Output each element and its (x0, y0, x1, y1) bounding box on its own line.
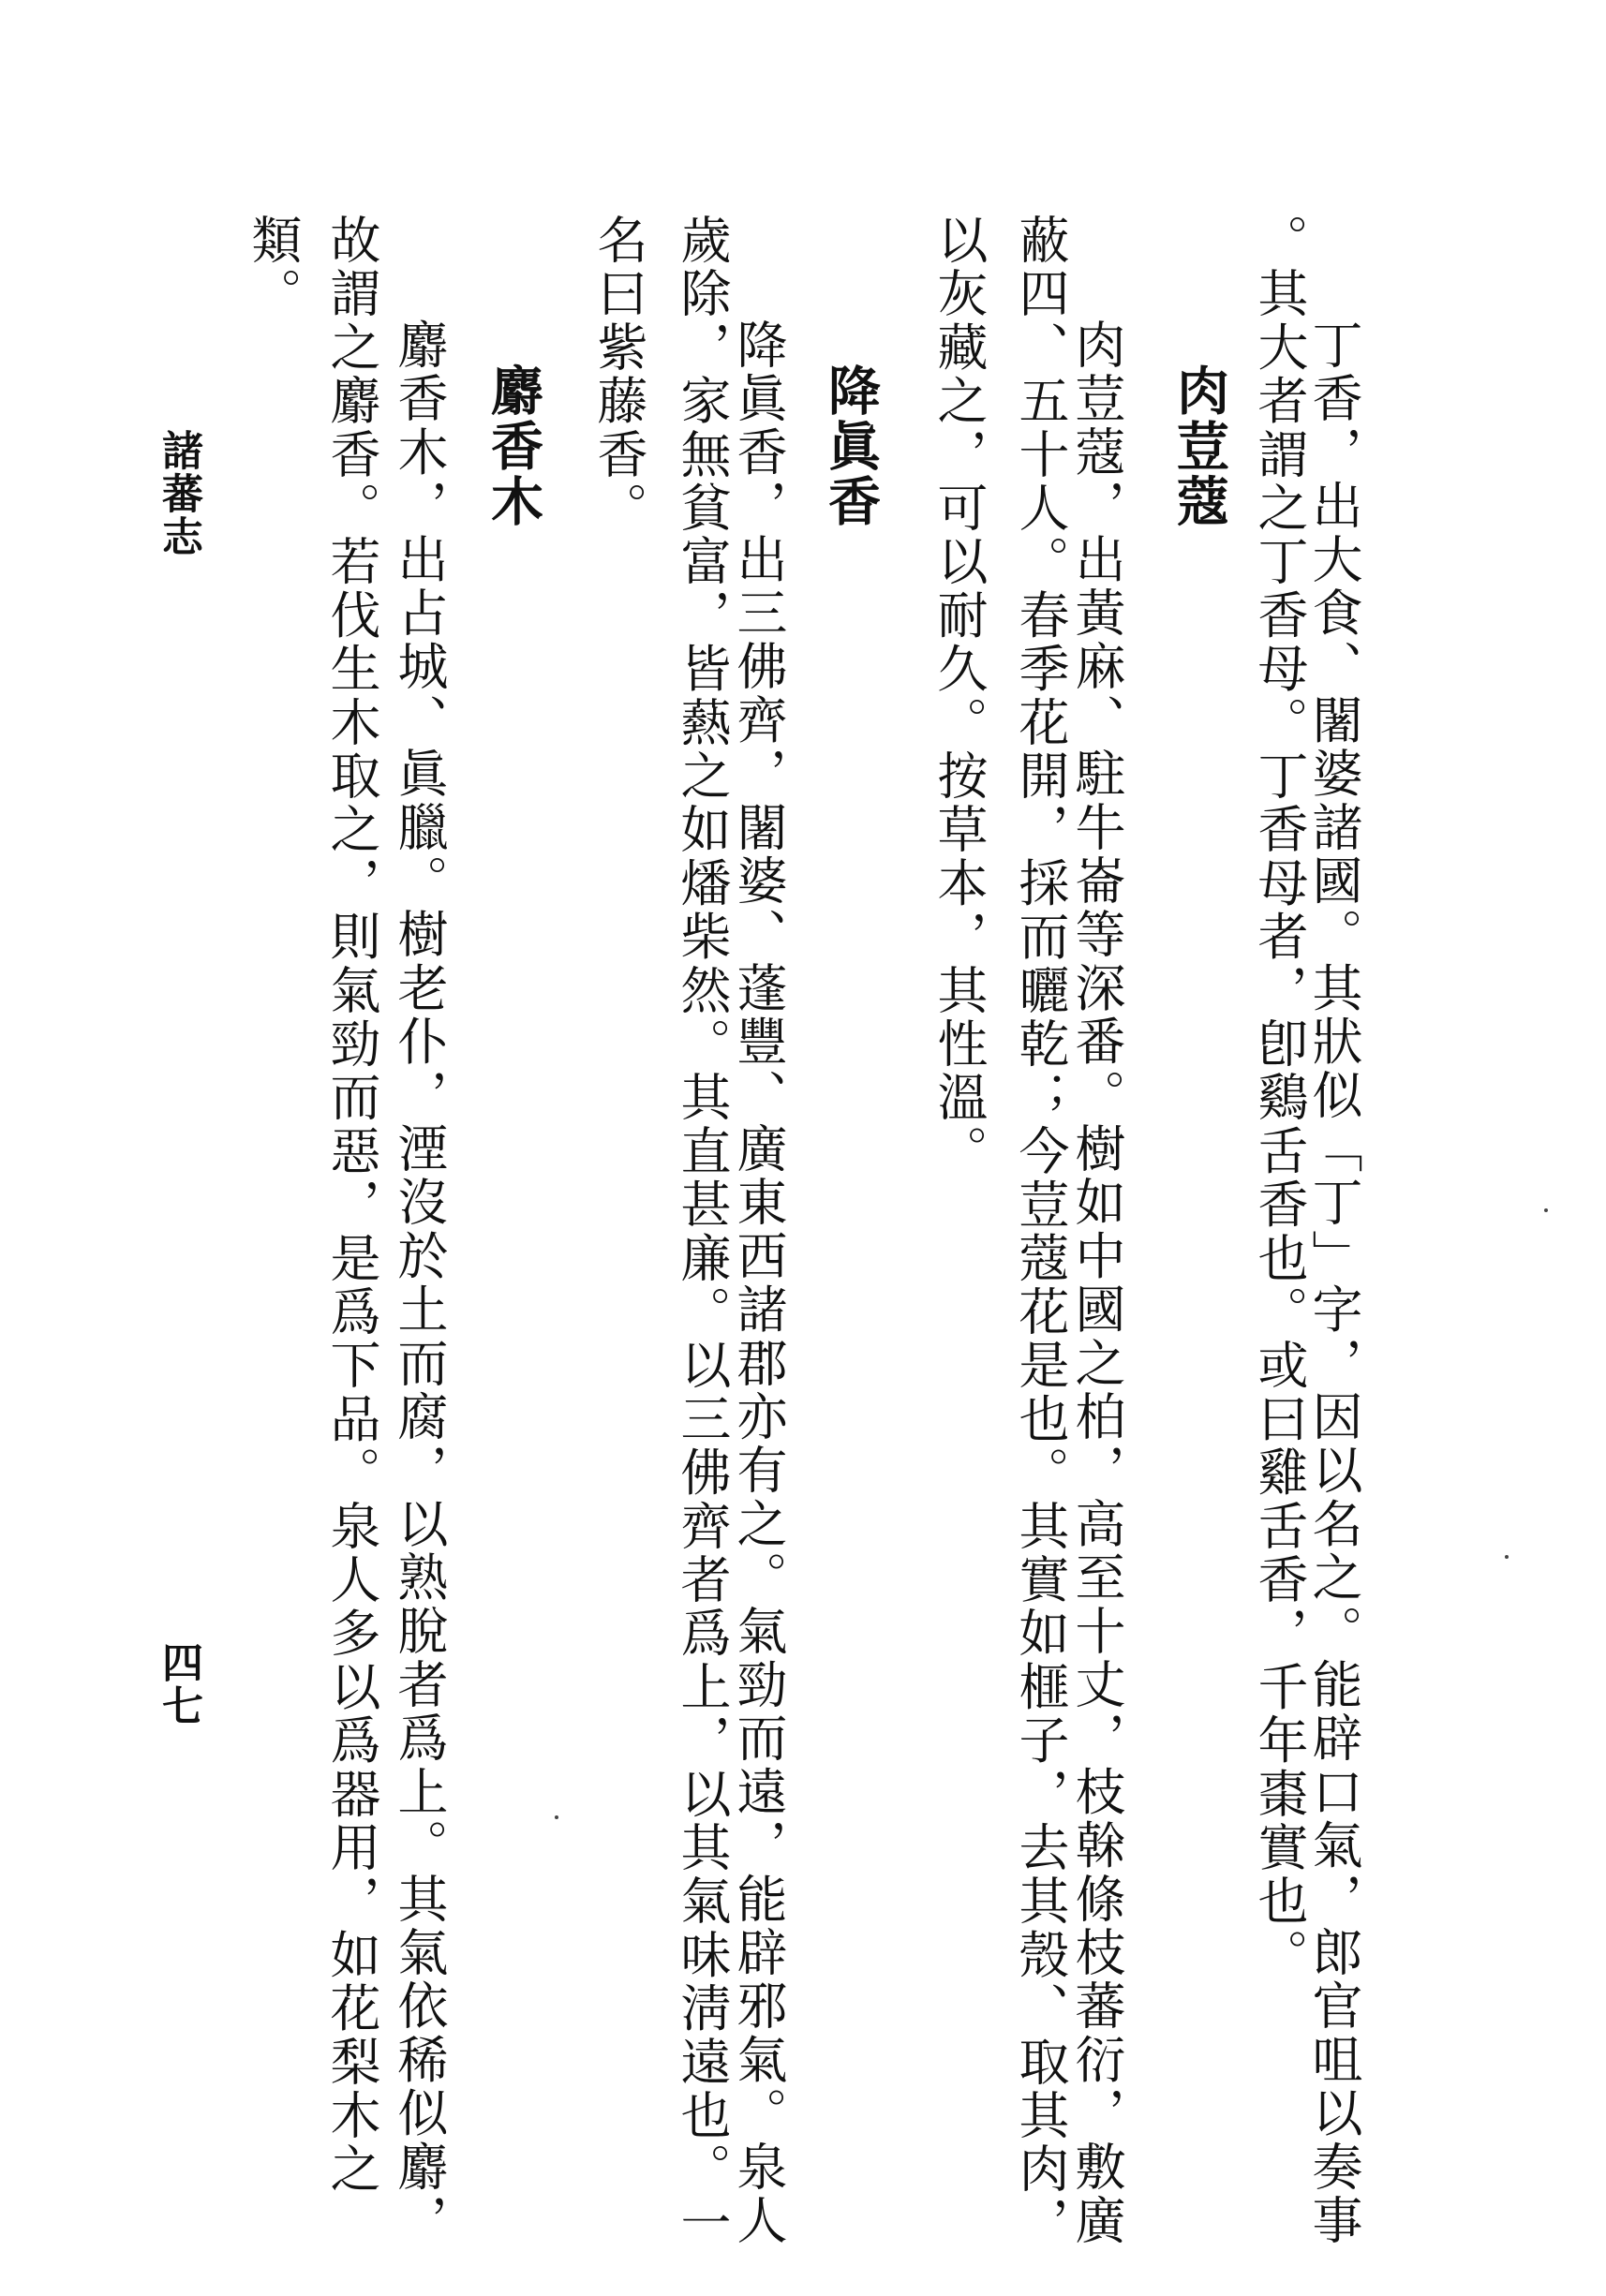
text-column-rosewood-3: 名曰紫藤香。 (589, 214, 648, 536)
text-column-clove-2: 。其大者謂之丁香母。丁香母者，卽鷄舌香也。或曰雞舌香，千年棗實也。 (1250, 214, 1309, 1982)
text-column-rosewood-1: 降眞香，出三佛齊，闍婆、蓬豐、廣東西諸郡亦有之。氣勁而遠，能辟邪氣。泉人 (729, 318, 788, 2248)
text-column-rosewood-2: 歲除，家無貧富，皆爇之如燔柴然。其直甚廉。以三佛齊者爲上，以其氣味淸遠也。一 (673, 214, 732, 2250)
section-heading-nutmeg: 肉荳蔻 (1168, 363, 1230, 530)
section-heading-rosewood: 降眞香 (820, 363, 882, 530)
page-number: 四七 (155, 1641, 202, 1727)
text-column-musk-wood-2: 故謂之麝香。若伐生木取之，則氣勁而惡，是爲下品。泉人多以爲器用，如花梨木之 (322, 214, 381, 2197)
running-header-title: 諸蕃志 (155, 429, 202, 558)
section-heading-musk-wood: 麝香木 (483, 363, 544, 530)
text-column-nutmeg-1: 肉荳蔻，出黃麻、駐牛崙等深番。樹如中國之柏，高至十丈，枝榦條枝蕃衍，敷廣 (1067, 318, 1126, 2248)
scan-speck (1505, 1555, 1509, 1559)
text-column-musk-wood-1: 麝香木，出占城、眞臘。樹老仆，湮沒於土而腐，以熟脫者爲上。其氣依稀似麝， (390, 318, 449, 2248)
text-column-nutmeg-3: 以灰藏之，可以耐久。按草本，其性溫。 (929, 214, 989, 1178)
scan-speck (1544, 1208, 1548, 1212)
text-column-clove-1: 丁香，出大食、闍婆諸國。其狀似「丁」字，因以名之。能辟口氣，郎官咀以奏事 (1304, 318, 1363, 2248)
scan-speck (555, 1815, 558, 1819)
text-column-nutmeg-2: 蔽四、五十人。春季花開，採而曬乾；今荳蔻花是也。其實如榧子，去其殼、取其肉， (1011, 214, 1070, 2250)
text-column-musk-wood-3: 類。 (244, 214, 303, 321)
